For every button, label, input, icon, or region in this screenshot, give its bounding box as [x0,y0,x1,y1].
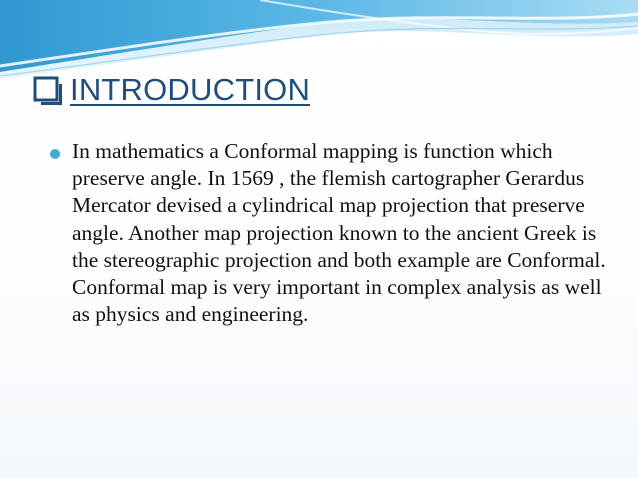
bullet-text: In mathematics a Conformal mapping is function which preserve angle. In 1569 , the flemish cartographer Gerardus Mercator devised a cylindrical map projection that preserve angle. Another map projection known to the ancient Greek is the stereographic projection and both example are Conformal. Conformal map is very important in complex analysis as well as physics and engineering. [72,139,606,327]
title-row [32,70,310,110]
slide-title: INTRODUCTION [70,72,311,107]
checkbox-icon [32,75,62,105]
header-wave-decoration [0,0,638,80]
bullet-dot-icon [50,149,60,159]
bullet-item [46,138,606,328]
bullet-list [46,138,606,328]
